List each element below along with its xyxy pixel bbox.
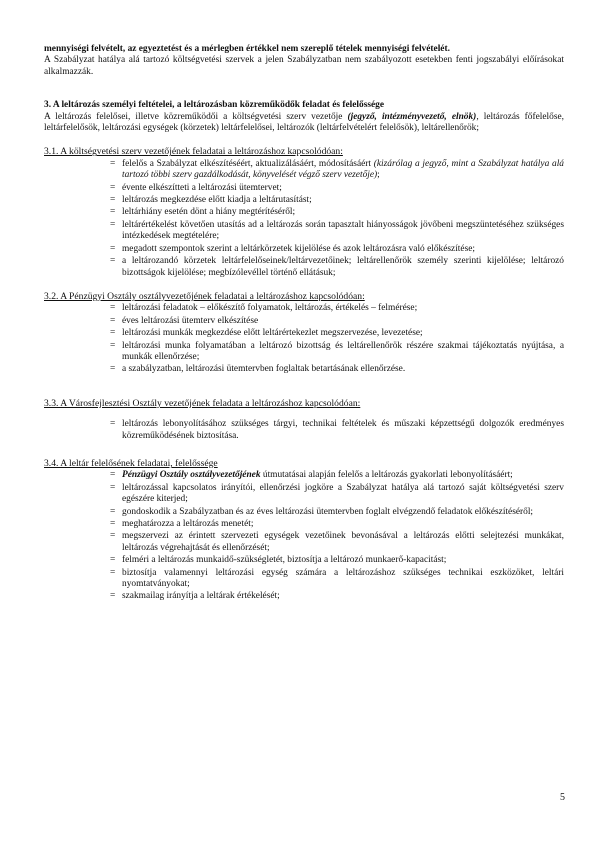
list-item: = gondoskodik a Szabályzatban és az éves leltározási ütemtervben foglalt elvégzendő feladatok előkészítéséről; [122, 507, 564, 518]
list-item: = Pénzügyi Osztály osztályvezetőjének útmutatásai alapján felelős a leltározás gyakorlati lebonyolításáért; [122, 470, 564, 481]
section-3-paragraph [44, 112, 564, 135]
list-item: = leltározással kapcsolatos irányítói, ellenőrzési jogköre a Szabályzat hatálya alá tartozó saját költségvetési szerv egészére kiterjed; [122, 483, 564, 506]
list-item: = leltározási munka folyamatában a leltározó bizottság és leltárellenőrök részére szakmai tájékoztatás nyújtása, a munkák ellenőrzése; [122, 341, 564, 364]
subsection-3-2-heading: 3.2. A Pénzügyi Osztály osztályvezetőjének feladatai a leltározáshoz kapcsolódóan: [44, 290, 365, 302]
subsection-3-4-list [44, 470, 564, 602]
list-item: = biztosítja valamennyi leltározási egység számára a leltározáshoz szükséges technikai eszközöket, leltári nyomtatványokat; [122, 568, 564, 591]
list-item: = megadott szempontok szerint a leltárkörzetek kijelölése és azok leltározásra való előkészítése; [122, 244, 564, 255]
list-item: = évente elkészítteti a leltározási ütemtervet; [122, 183, 564, 194]
subsection-3-3-heading: 3.3. A Városfejlesztési Osztály vezetőjének feladata a leltározáshoz kapcsolódóan: [44, 397, 361, 409]
section-3-text-b: , leltározás főfelelőse, leltárfelelősök, leltározási egységek (körzetek) leltárfelelősei, leltározók (leltárfelvételért felelősök), leltárellenőrök; [44, 111, 564, 134]
subsection-3-4-heading: 3.4. A leltár felelősének feladatai, felelőssége [44, 457, 218, 469]
list-item-emphasis: Pénzügyi Osztály osztályvezetőjének [122, 470, 261, 481]
list-item: = leltárértékelést követően utasítás ad a leltározás során tapasztalt hiányosságok jövőbeni megszüntetéséhez szükséges intézkedések megtételére; [122, 220, 564, 243]
list-item: = leltározási feladatok – előkészítő folyamatok, leltározás, értékelés – felmérése; [122, 303, 564, 314]
list-item: = leltározás lebonyolításához szükséges tárgyi, technikai feltételek és műszaki képzettségű dolgozók eredményes közreműködésének biztosítása. [122, 419, 564, 442]
page-content [44, 44, 564, 604]
list-item: = leltározási munkák megkezdése előtt leltárértekezlet megszervezése, levezetése; [122, 328, 564, 339]
list-item: = szakmailag irányítja a leltárak értékelését; [122, 591, 564, 602]
page-number: 5 [560, 792, 565, 803]
list-item-emphasis: (kizárólag a jegyző, mint a Szabályzat hatálya alá tartozó többi szerv gazdálkodását, könyvelését végző szerv vezetője) [122, 158, 564, 181]
list-item: = leltározás megkezdése előtt kiadja a leltárutasítást; [122, 195, 564, 206]
subsection-3-3-list [44, 419, 564, 442]
intro-bold-text: mennyiségi felvételt, az egyeztetést és a mérlegben értékkel nem szereplő tételek mennyiségi felvételét. [44, 44, 450, 54]
list-item: = a szabályzatban, leltározási ütemtervben foglaltak betartásának ellenőrzése. [122, 364, 564, 375]
subsection-3-1-list [44, 159, 564, 279]
list-item: = meghatározza a leltározás menetét; [122, 519, 564, 530]
list-item: = megszervezi az érintett szervezeti egységek vezetőinek bevonásával a leltározás előtti selejtezési munkákat, leltározás végrehajtását és ellenőrzését; [122, 531, 564, 554]
list-item: = a leltározandó körzetek leltárfelelőseinek/leltárvezetőinek; leltárellenőrök személy szerinti kijelölése; leltározó bizottságok kijelölése; megbízólevéllel történő ellátásuk; [122, 256, 564, 279]
section-3-text-emphasis: (jegyző, intézményvezető, elnök) [347, 111, 477, 122]
section-3-title: 3. A leltározás személyi feltételei, a leltározásban közreműködők feladat és felelőssége [44, 100, 385, 111]
list-item: = leltárhiány esetén dönt a hiány megtérítéséről; [122, 207, 564, 218]
list-item: = éves leltározási ütemterv elkészítése [122, 316, 564, 327]
subsection-3-2-list [44, 303, 564, 375]
intro-text: A Szabályzat hatálya alá tartozó költségvetési szervek a jelen Szabályzatban nem szabályozott esetekben fenti jogszabályi előírásokat alkalmazzák. [44, 55, 564, 77]
list-item: = felméri a leltározás munkaidő-szükségletét, biztosítja a leltározó munkaerő-kapacitást; [122, 555, 564, 566]
subsection-3-1-heading: 3.1. A költségvetési szerv vezetőjének feladatai a leltározáshoz kapcsolódóan: [44, 146, 343, 158]
list-item: = felelős a Szabályzat elkészítéséért, aktualizálásáért, módosításáért (kizárólag a jegyző, mint a Szabályzat hatálya alá tartozó többi szerv gazdálkodását, könyvelését végző szerv vezetője); [122, 159, 564, 182]
section-3-text-a: A leltározás felelősei, illetve közreműködői a költségvetési szerv vezetője [44, 111, 348, 122]
